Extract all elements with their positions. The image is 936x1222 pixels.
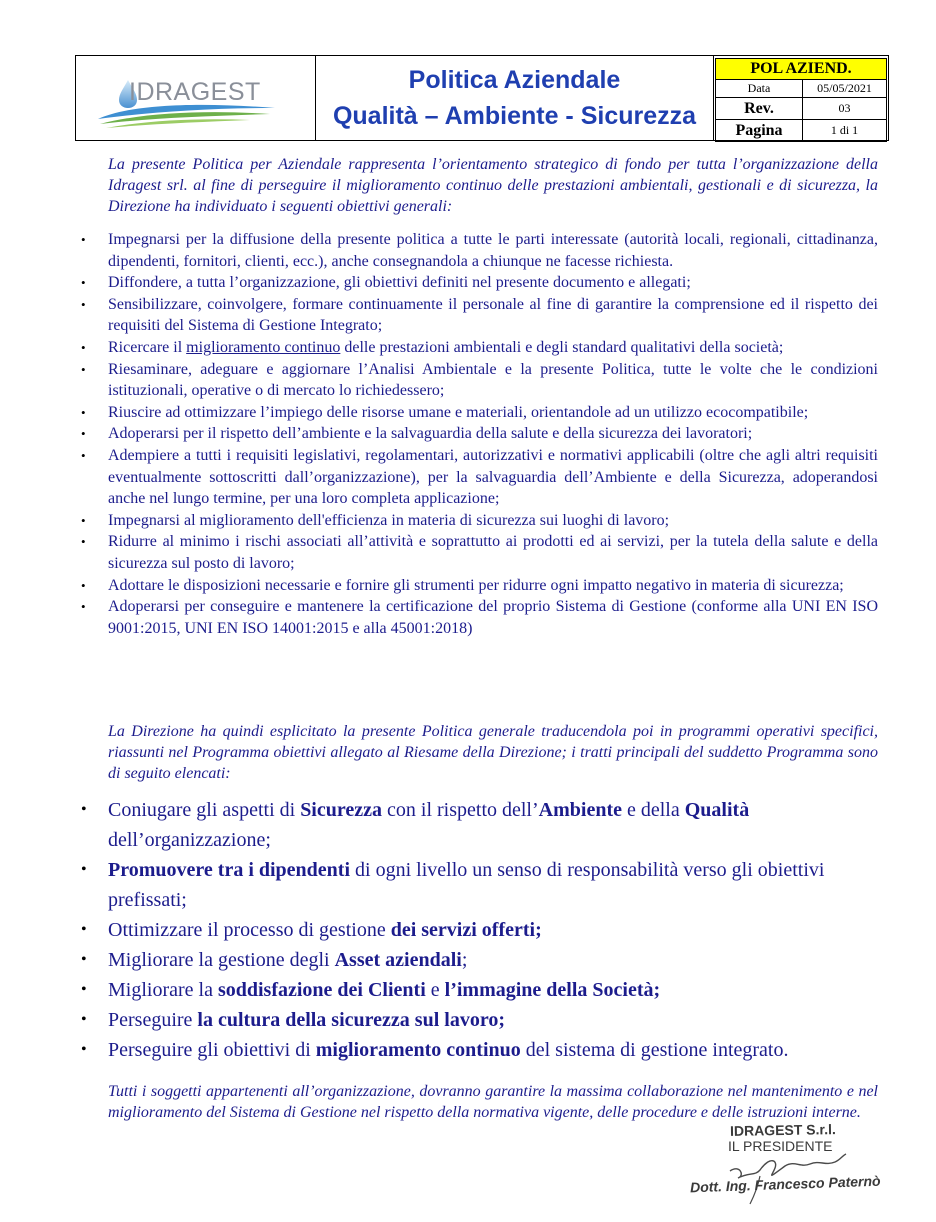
meta-page-row [715,120,887,142]
signature-stamp [660,1118,920,1218]
bullet-icon: • [81,861,87,878]
bullet-icon: • [81,447,86,463]
objective-text: Impegnarsi per la diffusione della presente politica a tutte le parti interessate (autorità locali, regionali, cittadinanza, dipendenti, fornitori, clienti, ecc.), anche consegnandola a chiunque ne facesse richiesta. [108,231,878,270]
date-value: 05/05/2021 [817,81,872,95]
programme-text: del sistema di gestione integrato. [520,1039,789,1061]
programme-text: di ogni livello un senso di responsabilità verso gli obiettivi prefissati; [108,859,825,911]
bullet-icon: • [81,921,87,938]
programme-bold-text: Asset aziendali [334,949,462,971]
meta-date-row [715,80,887,98]
title-block [316,56,714,140]
bullet-icon: • [81,361,86,377]
programme-bold-text: l’immagine della Società; [444,979,661,1001]
programme-item [78,915,878,945]
bullet-icon: • [81,981,87,998]
programme-text: Perseguire gli obiettivi di [108,1039,316,1061]
bullet-icon: • [81,801,87,818]
doc-code-badge: POL AZIEND. [715,58,887,80]
programme-bold-text: Sicurezza [300,799,383,821]
objective-text: Ricercare il [108,338,187,356]
objective-item [78,294,878,337]
programme-bold-text: Promuovere tra i dipendenti [108,859,351,881]
objective-text: Adoperarsi per conseguire e mantenere la certificazione del proprio Sistema di Gestione (conforme alla UNI EN ISO 9001:2015, UNI EN ISO 14001:2015 e alla 45001:2018) [108,598,878,637]
bullet-icon: • [81,296,86,312]
signature-company: IDRAGEST S.r.l. [729,1121,836,1139]
programme-list [78,795,878,1065]
document-header [75,55,889,141]
objectives-list [78,229,878,639]
objective-text: Diffondere, a tutta l’organizzazione, gli obiettivi definiti nel presente documento e allegati; [108,274,691,292]
bullet-icon: • [81,1011,87,1028]
programme-item [78,1005,878,1035]
bullet-icon: • [81,599,86,615]
title-line-1: Politica Aziendale [408,66,621,94]
bullet-icon: • [81,339,86,355]
objective-item [78,229,878,272]
programme-text: con il rispetto dell’ [382,799,539,821]
objective-item [78,510,878,532]
objective-text: delle prestazioni ambientali e degli standard qualitativi della società; [340,338,784,356]
programme-text: Coniugare gli aspetti di [108,799,301,821]
programme-text: e [425,979,445,1001]
page-label: Pagina [716,120,803,141]
date-label: Data [716,80,803,97]
bullet-icon: • [81,232,86,247]
bullet-icon: • [81,534,86,550]
objective-text: Riesaminare, adeguare e aggiornare l’Analisi Ambientale e la presente Politica, tutte le volte che le condizioni istituzionali, operative o di mercato lo richiedessero; [108,360,878,400]
meta-rev-row [715,98,887,120]
programme-text: Ottimizzare il processo di gestione [108,919,391,941]
objective-item [78,359,878,402]
programme-bold-text: Qualità [684,799,750,821]
objective-item [78,575,878,597]
objective-item [78,337,878,359]
title-line-2: Qualità – Ambiente - Sicurezza [332,102,697,130]
objective-item [78,423,878,445]
programme-text: Perseguire [108,1009,198,1031]
objective-text: Ridurre al minimo i rischi associati all’attività e soprattutto ai prodotti ed ai servizi, per la tutela della salute e della sicurezza sul posto di lavoro; [108,533,878,572]
bullet-icon: • [81,512,86,528]
objective-underlined-text: miglioramento continuo [186,338,341,356]
programme-bold-text: miglioramento continuo [315,1039,521,1061]
closing-paragraph: Tutti i soggetti appartenenti all’organizzazione, dovranno garantire la massima collaborazione nel mantenimento e nel miglioramento del Sistema di Gestione nel rispetto della normativa vigente, delle procedure e delle istruzioni interne. [108,1083,878,1121]
intro-paragraph: La presente Politica per Aziendale rappresenta l’orientamento strategico di fondo per tutta l’organizzazione della Idragest srl. al fine di perseguire il miglioramento continuo delle prestazioni ambientali, gestionali e di sicurezza, la Direzione ha individuato i seguenti obiettivi generali: [108,156,878,215]
direction-paragraph: La Direzione ha quindi esplicitato la presente Politica generale traducendola poi in programmi operativi specifici, riassunti nel Programma obiettivi allegato al Riesame della Direzione; i tratti principali del suddetto Programma sono di seguito elencati: [108,723,878,782]
objective-item [78,272,878,294]
objective-text: Adoperarsi per il rispetto dell’ambiente e la salvaguardia della salute e della sicurezza dei lavoratori; [108,425,753,443]
signature-role: IL PRESIDENTE [728,1138,833,1154]
objective-item [78,445,878,510]
objective-text: Riuscire ad ottimizzare l’impiego delle risorse umane e materiali, orientandole ad un utilizzo ecocompatibile; [108,403,809,421]
company-logo [76,56,316,140]
bullet-icon: • [81,1041,87,1058]
objective-text: Adottare le disposizioni necessarie e fornire gli strumenti per ridurre ogni impatto negativo in materia di sicurezza; [108,576,844,594]
programme-text: e della [621,799,685,821]
logo-text: IDRAGEST [129,78,261,106]
programme-item [78,795,878,855]
rev-label: Rev. [716,98,803,119]
page-value: 1 di 1 [830,123,859,137]
programme-bold-text: Ambiente [538,799,622,821]
objective-text: Impegnarsi al miglioramento dell'efficienza in materia di sicurezza sui luoghi di lavoro; [108,511,670,529]
programme-item [78,1035,878,1065]
objective-text: Sensibilizzare, coinvolgere, formare continuamente il personale al fine di garantire la comprensione ed il rispetto dei requisiti del Sistema di Gestione Integrato; [108,295,878,335]
objective-item [78,596,878,639]
programme-text: dell’organizzazione; [108,829,271,851]
objective-item [78,531,878,574]
programme-item [78,975,878,1005]
bullet-icon: • [81,951,87,968]
programme-text: ; [461,949,468,971]
bullet-icon: • [81,426,86,442]
bullet-icon: • [81,577,86,593]
programme-item [78,855,878,915]
document-meta [714,56,888,140]
rev-value: 03 [838,101,851,115]
bullet-icon: • [81,275,86,291]
programme-bold-text: dei servizi offerti; [390,919,542,941]
programme-bold-text: soddisfazione dei Clienti [217,979,426,1001]
signature-name: Dott. Ing. Francesco Paternò [689,1172,881,1196]
objective-text: Adempiere a tutti i requisiti legislativi, regolamentari, autorizzativi e normativi applicabili (oltre che agli altri requisiti eventualmente sottoscritti dall’organizzazione), per la salvaguardia dell’Ambiente e della Sicurezza, adoperandosi anche nel lungo termine, per una loro completa applicazione; [108,446,878,508]
programme-text: Migliorare la [108,979,218,1001]
objective-item [78,402,878,424]
programme-text: Migliorare la gestione degli [108,949,335,971]
bullet-icon: • [81,404,86,420]
programme-bold-text: la cultura della sicurezza sul lavoro; [197,1009,505,1031]
programme-item [78,945,878,975]
